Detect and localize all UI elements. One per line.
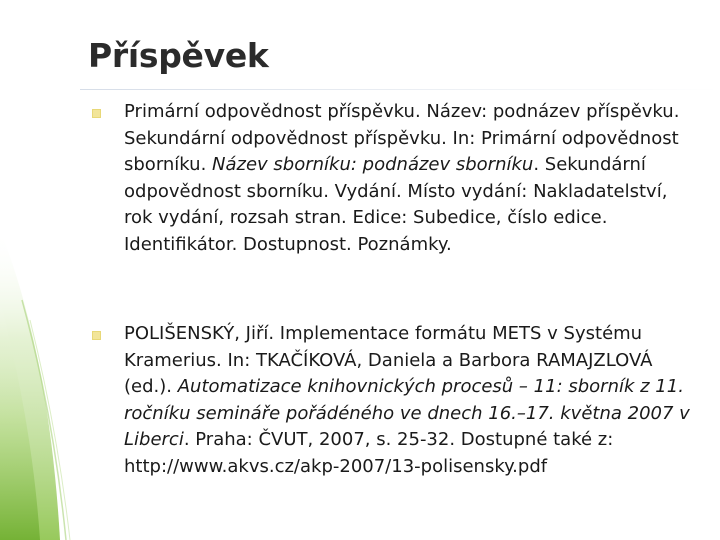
italic-text-segment: Automatizace knihovnických procesů – 11: sborník z 11. ročníku semináře pořádéného ve dnech 16.–17. května 2007 v Liberci <box>124 376 690 450</box>
slide-title: Příspěvek <box>88 36 269 75</box>
text-segment: . Praha: ČVUT, 2007, s. 25-32. Dostupné také z: http://www.akvs.cz/akp-2007/13-polisensky.pdf <box>124 429 614 477</box>
square-bullet-icon <box>92 109 101 118</box>
italic-text-segment: Název sborníku: podnázev sborníku <box>212 154 534 175</box>
text-segment: POLIŠENSKÝ, Jiří. Implementace formátu METS v Systému Kramerius. In: TKAČÍKOVÁ, Daniela a Barbora RAMAJZLOVÁ (ed.). <box>124 323 653 397</box>
bullet-text <box>124 321 699 480</box>
title-divider <box>80 89 720 90</box>
square-bullet-icon <box>92 331 101 340</box>
text-segment: . Sekundární odpovědnost sborníku. Vydání. Místo vydání: Nakladatelství, rok vydání, rozsah stran. Edice: Subedice, číslo edice. Identifikátor. Dostupnost. Poznámky. <box>124 154 668 255</box>
bullet-text <box>124 99 699 258</box>
text-segment: Primární odpovědnost příspěvku. Název: podnázev příspěvku. Sekundární odpovědnost příspěvku. In: Primární odpovědnost sborníku. <box>124 101 680 175</box>
